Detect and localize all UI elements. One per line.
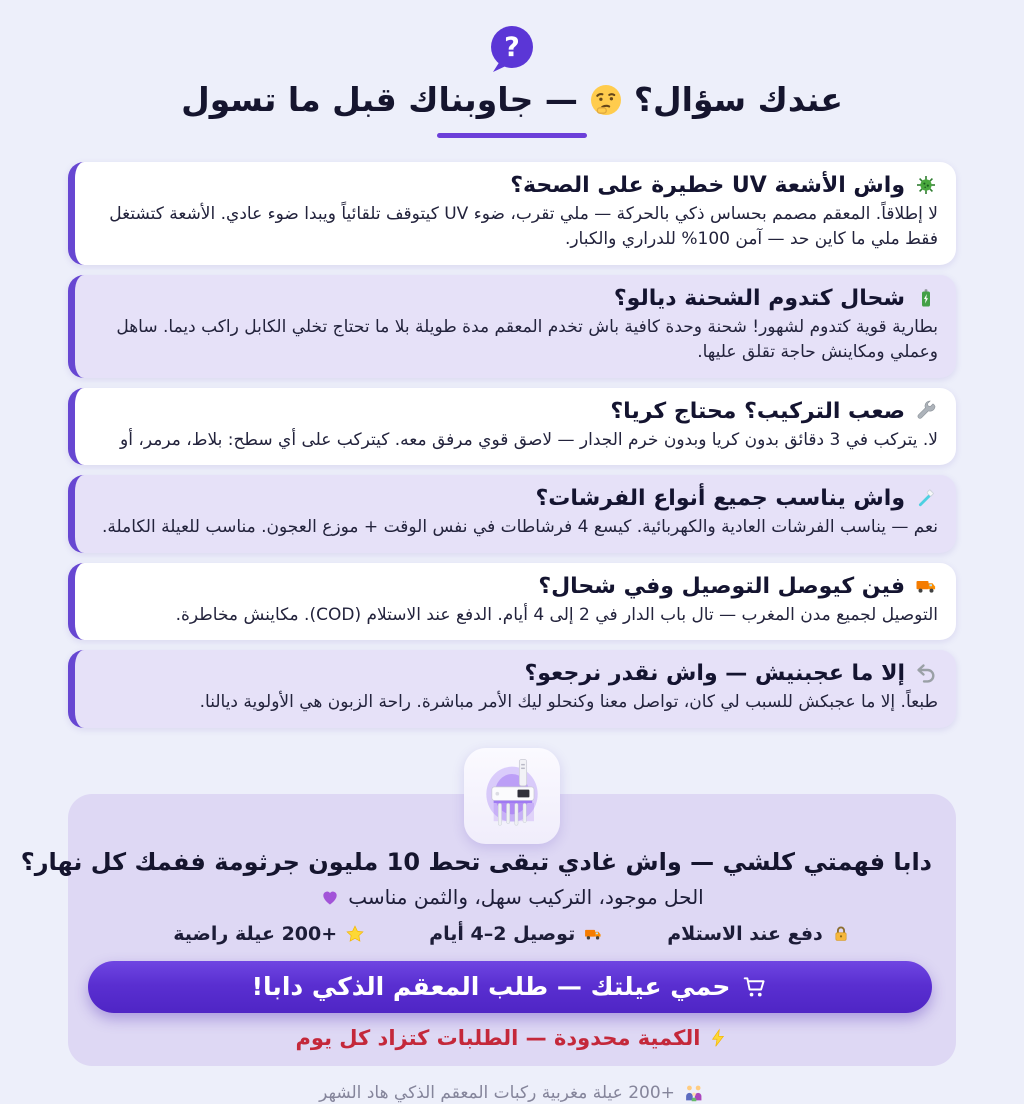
uv-sanitizer-product-image — [464, 748, 560, 844]
faq-card-delivery — [68, 563, 956, 641]
cart-icon — [742, 974, 768, 1000]
truck-icon — [914, 574, 938, 598]
faq-answer: بطارية قوية كتدوم لشهور! شحنة وحدة كافية باش تخدم المعقم مدة طويلة بلا ما تحتاج تخلي الكابل راكب ديما. ساهل وعملي ومكاينش حاجة تقلق عليها. — [116, 316, 938, 363]
badge-delivery — [429, 923, 603, 945]
faq-question: واش يناسب جميع أنواع الفرشات؟ — [535, 486, 905, 512]
faq-answer: لا إطلاقاً. المعقم مصمم بحساس ذكي بالحركة — ملي تقرب، ضوء UV كيتوقف تلقائياً ويبدا ضوء عادي. الأشعة كتشتغل فقط ملي ما كاين حد — آمن 100% للدراري والكبار. — [109, 203, 938, 250]
faq-answer: التوصيل لجميع مدن المغرب — تال باب الدار في 2 إلى 4 أيام. الدفع عند الاستلام (COD). مكاينش مخاطرة. — [175, 604, 938, 625]
faq-answer: لا. يتركب في 3 دقائق بدون كريا وبدون خرم الجدار — لاصق قوي مرفق معه. كيتركب على أي سطح: بلاط، مرمر، أو — [120, 429, 938, 450]
truck-icon — [583, 924, 603, 944]
thinking-face-icon — [588, 82, 624, 118]
svg-text:?: ? — [504, 32, 520, 63]
return-arrow-icon — [914, 662, 938, 686]
faq-question: فين كيوصل التوصيل وفي شحال؟ — [538, 573, 905, 599]
badge-cod — [667, 923, 851, 945]
faq-list — [68, 162, 956, 728]
lock-icon — [831, 924, 851, 944]
faq-answer: نعم — يناسب الفرشات العادية والكهربائية. كيسع 4 فرشاطات في نفس الوقت + موزع العجون. مناسب للعيلة الكاملة. — [101, 517, 938, 538]
faq-question: شحال كتدوم الشحنة ديالو؟ — [613, 285, 905, 311]
faq-question: إلا ما عجبنيش — واش نقدر نرجعو؟ — [524, 661, 905, 687]
page-title-start: عندك سؤال؟ — [633, 80, 843, 119]
order-cta-button[interactable] — [88, 961, 932, 1013]
summary-section — [20, 794, 956, 1066]
faq-card-uv-safety — [68, 162, 956, 265]
wrench-icon — [914, 399, 938, 423]
urgency-label: الكمية محدودة — الطلبات كتزاد كل يوم — [295, 1025, 701, 1050]
social-proof-text: +200 عيلة مغربية ركبات المعقم الذكي هاد الشهر — [319, 1082, 675, 1103]
battery-icon — [914, 286, 938, 310]
microbe-icon — [914, 173, 938, 197]
badge-label: دفع عند الاستلام — [667, 922, 823, 945]
lightning-icon — [708, 1028, 728, 1048]
badge-families — [173, 923, 365, 945]
faq-card-returns — [68, 650, 956, 728]
page-title — [0, 80, 1024, 120]
urgency-banner — [92, 1026, 932, 1050]
badge-label: توصيل 2–4 أيام — [429, 922, 576, 945]
faq-question: صعب التركيب؟ محتاج كريا؟ — [610, 398, 905, 424]
question-bubble-icon — [0, 22, 1024, 76]
toothbrush-icon — [914, 487, 938, 511]
faq-card-installation — [68, 388, 956, 466]
star-icon — [345, 924, 365, 944]
title-underline — [437, 133, 587, 138]
badge-row — [92, 923, 932, 945]
faq-answer: طبعاً. إلا ما عجبكش للسبب لي كان، تواصل معنا وكنحلو ليك الأمر مباشرة. راحة الزبون هي الأولوية ديالنا. — [199, 692, 938, 713]
faq-card-brush-types — [68, 475, 956, 553]
social-proof-footer — [0, 1082, 1024, 1104]
summary-subtext-row — [92, 885, 932, 909]
family-icon — [683, 1082, 705, 1104]
summary-heading: دابا فهمتي كلشي — واش غادي تبقى تحط 10 مليون جرثومة ففمك كل نهار؟ — [20, 847, 932, 876]
page-title-end: — جاوبناك قبل ما تسول — [181, 80, 578, 119]
purple-heart-icon — [320, 887, 340, 907]
faq-question: واش الأشعة UV خطيرة على الصحة؟ — [510, 172, 905, 198]
faq-card-battery — [68, 275, 956, 378]
badge-label: +200 عيلة راضية — [173, 922, 338, 945]
summary-subtext: الحل موجود، التركيب سهل، والثمن مناسب — [348, 884, 704, 909]
order-cta-label: حمي عيلتك — طلب المعقم الذكي دابا! — [251, 972, 731, 1002]
